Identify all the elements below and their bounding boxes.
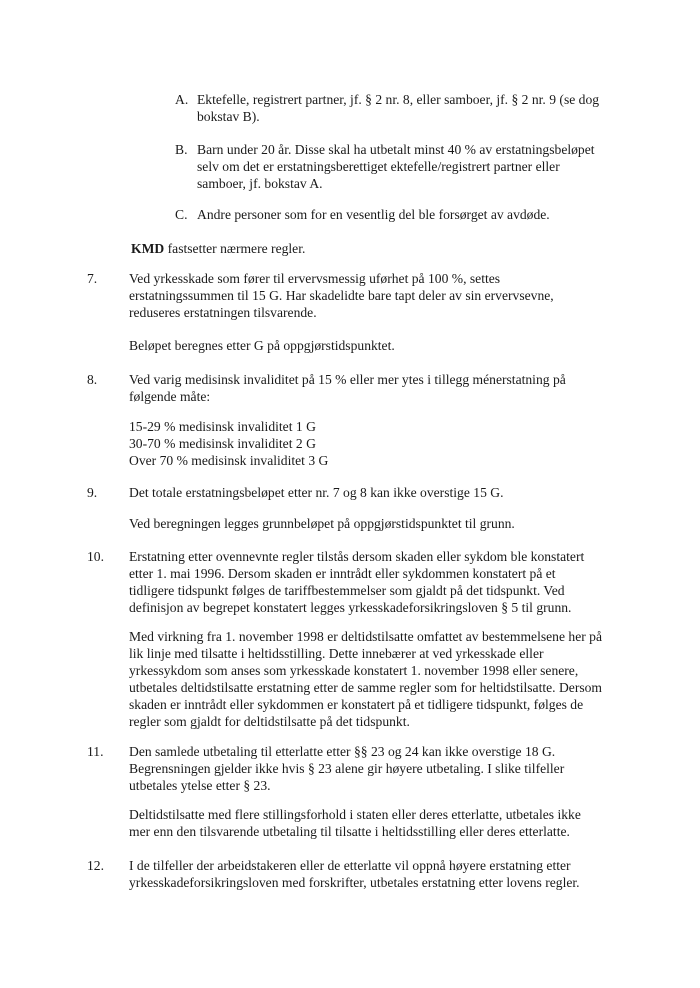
- text-line: 30-70 % medisinsk invaliditet 2 G: [129, 436, 316, 451]
- text-line: Deltidstilsatte med flere stillingsforhold i staten eller deres etterlatte, utbetales ikke: [129, 807, 581, 822]
- text-line: Det totale erstatningsbeløpet etter nr. 7 og 8 kan ikke overstige 15 G.: [129, 485, 504, 500]
- text-line: Barn under 20 år. Disse skal ha utbetalt minst 40 % av erstatningsbeløpet: [197, 142, 595, 157]
- item-number-9: 9.: [87, 485, 98, 500]
- item-number-12: 12.: [87, 858, 104, 873]
- text-line: utbetales deltidstilsatte erstatning etter de samme regler som for heltidstilsatte. Dersom: [129, 680, 603, 695]
- item-7-para-2: [129, 337, 395, 354]
- item-number-11: 11.: [87, 744, 104, 759]
- kmd-note: [131, 240, 305, 257]
- text-line: mer enn den tilsvarende utbetaling til tilsatte i heltidsstilling eller deres etterlatte.: [129, 824, 570, 839]
- text-line: følgende måte:: [129, 389, 211, 404]
- item-12-para-1: [129, 857, 580, 891]
- item-8-para-1: [129, 371, 566, 405]
- item-10-para-1: [129, 548, 584, 616]
- text-line: Ved beregningen legges grunnbeløpet på oppgjørstidspunktet til grunn.: [129, 516, 515, 531]
- text-line: Den samlede utbetaling til etterlatte etter §§ 23 og 24 kan ikke overstige 18 G.: [129, 744, 556, 759]
- sub-item-label-b: B.: [175, 142, 188, 157]
- sub-item-label-c: C.: [175, 207, 188, 222]
- kmd-abbrev: KMD: [131, 241, 165, 256]
- text-line: Ved yrkesskade som fører til ervervsmessig uførhet på 100 %, settes: [129, 271, 501, 286]
- item-9-para-2: [129, 515, 515, 532]
- sub-item-text-a: [197, 91, 599, 125]
- text-line: utbetales ytelse etter § 23.: [129, 778, 271, 793]
- item-11-para-2: [129, 806, 581, 840]
- item-number-7: 7.: [87, 271, 98, 286]
- text-line: definisjon av begrepet konstatert legges yrkesskadeforsikringsloven § 5 til grunn.: [129, 600, 572, 615]
- sub-item-text-c: [197, 206, 550, 223]
- item-number-10: 10.: [87, 549, 104, 564]
- item-7-para-1: [129, 270, 554, 321]
- item-8-para-2: [129, 418, 328, 469]
- item-10-para-2: [129, 628, 602, 730]
- text-line: yrkessykdom som anses som yrkesskade konstatert 1. november 1998 eller senere,: [129, 663, 579, 678]
- text-line: Med virkning fra 1. november 1998 er deltidstilsatte omfattet av bestemmelsene her på: [129, 629, 602, 644]
- text-line: selv om det er erstatningsberettiget ektefelle/registrert partner eller: [197, 159, 560, 174]
- text-line: Ved varig medisinsk invaliditet på 15 % eller mer ytes i tillegg ménerstatning på: [129, 372, 566, 387]
- text-line: lik linje med tilsatte i heltidsstilling. Dette innebærer at ved yrkesskade eller: [129, 646, 544, 661]
- text-line: 15-29 % medisinsk invaliditet 1 G: [129, 419, 316, 434]
- text-line: samboer, jf. bokstav A.: [197, 176, 323, 191]
- text-line: yrkesskadeforsikringsloven med forskrifter, utbetales erstatning etter lovens regler.: [129, 875, 580, 890]
- text-line: Ektefelle, registrert partner, jf. § 2 nr. 8, eller samboer, jf. § 2 nr. 9 (se dog: [197, 92, 600, 107]
- text-line: Beløpet beregnes etter G på oppgjørstidspunktet.: [129, 338, 395, 353]
- sub-item-label-a: A.: [175, 92, 189, 107]
- text-line: erstatningssummen til 15 G. Har skadelidte bare tapt deler av sin ervervsevne,: [129, 288, 554, 303]
- text-line: reduseres erstatningen tilsvarende.: [129, 305, 317, 320]
- text-line: tidligere tidspunkt følges de tariffbestemmelser som gjaldt på det tidspunkt. Ved: [129, 583, 565, 598]
- kmd-note-text: fastsetter nærmere regler.: [164, 241, 306, 256]
- item-11-para-1: [129, 743, 564, 794]
- text-line: Over 70 % medisinsk invaliditet 3 G: [129, 453, 329, 468]
- text-line: skaden er inntrådt eller sykdommen er konstatert på et tidligere tidspunkt, følges de: [129, 697, 584, 712]
- item-9-para-1: [129, 484, 504, 501]
- text-line: Andre personer som for en vesentlig del ble forsørget av avdøde.: [197, 207, 550, 222]
- text-line: etter 1. mai 1996. Dersom skaden er inntrådt eller sykdommen konstatert på et: [129, 566, 556, 581]
- text-line: Erstatning etter ovennevnte regler tilstås dersom skaden eller sykdom ble konstatert: [129, 549, 585, 564]
- item-number-8: 8.: [87, 372, 98, 387]
- text-line: I de tilfeller der arbeidstakeren eller de etterlatte vil oppnå høyere erstatning etter: [129, 858, 571, 873]
- text-line: Begrensningen gjelder ikke hvis § 23 alene gir høyere utbetaling. I slike tilfeller: [129, 761, 565, 776]
- text-line: regler som gjaldt for deltidstilsatte på det tidspunkt.: [129, 714, 410, 729]
- text-line: bokstav B).: [197, 109, 260, 124]
- sub-item-text-b: [197, 141, 595, 192]
